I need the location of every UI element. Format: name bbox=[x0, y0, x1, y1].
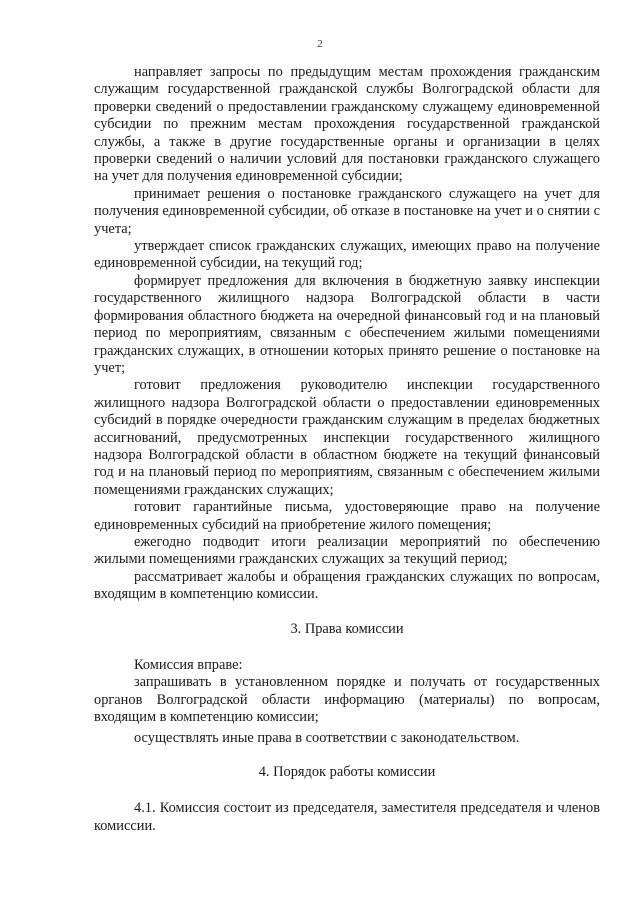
paragraph: осуществлять иные права в соответствии с законодательством. bbox=[134, 729, 520, 746]
section-heading: 4. Порядок работы комиссии bbox=[258, 764, 436, 781]
paragraph: ежегодно подводит итоги реализации мероприятий по обеспечению жилыми помещениями гражданских служащих за текущий период; bbox=[94, 533, 600, 568]
paragraph: утверждает список гражданских служащих, имеющих право на получение единовременной субсидии, на текущий год; bbox=[94, 238, 600, 272]
paragraph: готовит гарантийные письма, удостоверяющие право на получение единовременных субсидий на приобретение жилого помещения; bbox=[94, 499, 600, 533]
page-number: 2 bbox=[317, 38, 323, 50]
paragraph: запрашивать в установленном порядке и получать от государственных органов Волгоградской области информацию (материалы) по вопросам, входящим в компетенцию комиссии; bbox=[94, 674, 600, 726]
section-heading: 3. Права комиссии bbox=[290, 620, 404, 637]
paragraph: формирует предложения для включения в бюджетную заявку инспекции государственного жилищного надзора Волгоградской области в части формирования областного бюджета на очередной финансовый год и на плановый период по мероприятиям, связанным с обеспечением жилыми помещениями гражданских служащих, в отношении которых принято решение о постановке на учет; bbox=[94, 272, 600, 376]
paragraph: готовит предложения руководителю инспекции государственного жилищного надзора Волгоградской области о предоставлении единовременных субсидий в порядке очередности гражданским служащим в пределах бюджетных ассигнований, предусмотренных инспекции государственного жилищного надзора Волгоградской области в областном бюджете на текущий финансовый год и на плановый период по мероприятиям, связанным с обеспечением жилыми помещениями гражданских служащих; bbox=[94, 377, 600, 498]
document-body bbox=[94, 64, 600, 835]
paragraph: рассматривает жалобы и обращения гражданских служащих по вопросам, входящим в компетенцию комиссии. bbox=[94, 568, 600, 603]
paragraph: направляет запросы по предыдущим местам прохождения гражданским служащим государственной гражданской службы Волгоградской области для проверки сведений о предоставлении гражданскому служащему единовременной субсидии по прежним местам прохождения государственной гражданской службы, а также в другие государственные органы и организации в целях проверки сведений о наличии условий для постановки гражданского служащего на учет для получения единовременной субсидии; bbox=[94, 64, 600, 185]
paragraph: принимает решения о постановке гражданского служащего на учет для получения единовременной субсидии, об отказе в постановке на учет и о снятии с учета; bbox=[94, 185, 600, 237]
paragraph: 4.1. Комиссия состоит из председателя, заместителя председателя и членов комиссии. bbox=[94, 800, 600, 834]
paragraph: Комиссия вправе: bbox=[134, 657, 243, 673]
